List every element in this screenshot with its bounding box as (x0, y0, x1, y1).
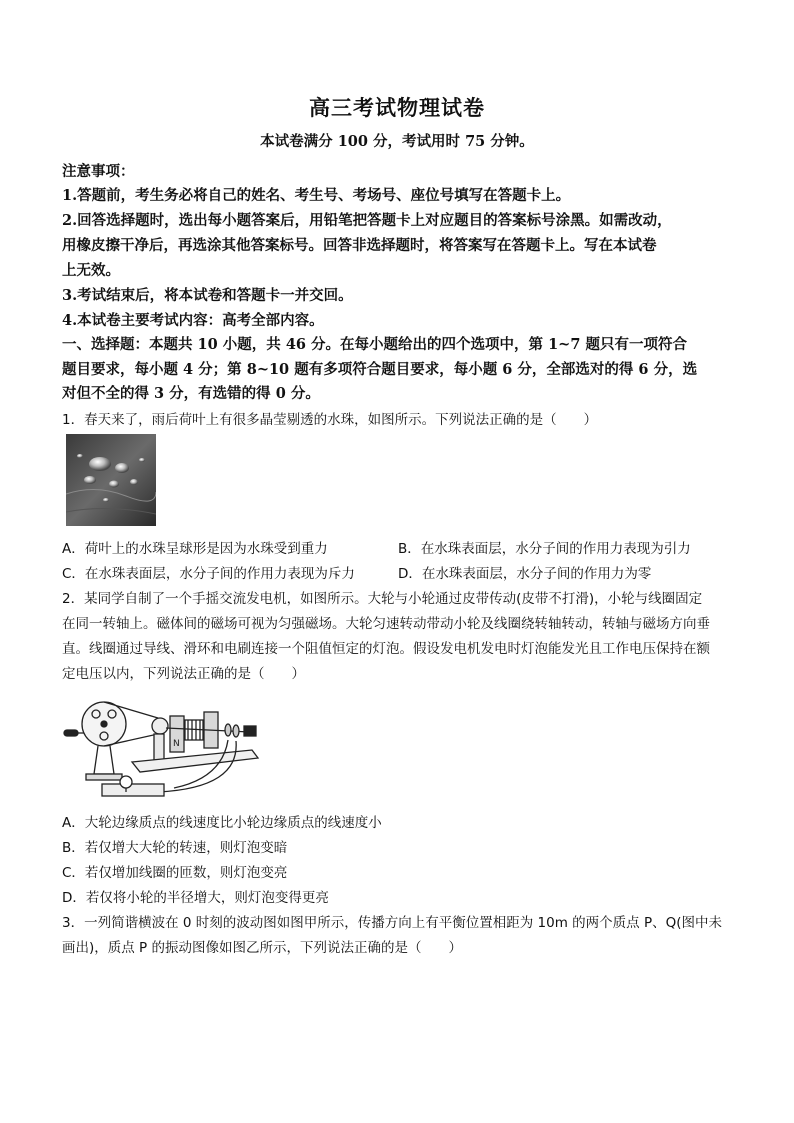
question-3-stem-1: 3．一列简谐横波在 0 时刻的波动图如图甲所示，传播方向上有平衡位置相距为 10m 的两个质点 P、Q(图中未 (62, 915, 722, 931)
note-line-5: 3.考试结束后，将本试卷和答题卡一并交回。 (62, 287, 353, 304)
lotus-leaf-droplets-image (66, 434, 156, 526)
page-subtitle: 本试卷满分 100 分，考试用时 75 分钟。 (260, 133, 534, 150)
q1-option-b[interactable]: B．在水珠表面层，水分子间的作用力表现为引力 (398, 541, 691, 557)
q1-option-d[interactable]: D．在水珠表面层，水分子间的作用力为零 (398, 566, 652, 582)
note-line-2: 2.回答选择题时，选出每小题答案后，用铅笔把答题卡上对应题目的答案标号涂黑。如需改动， (62, 212, 672, 229)
note-line-4: 上无效。 (62, 262, 120, 279)
question-2-stem-2: 在同一转轴上。磁体间的磁场可视为匀强磁场。大轮匀速转动带动小轮及线圈绕转轴转动，转轴与磁场方向垂 (62, 616, 710, 632)
question-3-stem-2: 画出)，质点 P 的振动图像如图乙所示，下列说法正确的是（ ） (62, 940, 462, 956)
section-instructions-3: 对但不全的得 3 分，有选错的得 0 分。 (62, 385, 320, 402)
q2-option-c[interactable]: C．若仅增加线圈的匝数，则灯泡变亮 (62, 865, 288, 881)
note-line-6: 4.本试卷主要考试内容：高考全部内容。 (62, 312, 324, 329)
q2-option-b[interactable]: B．若仅增大大轮的转速，则灯泡变暗 (62, 840, 288, 856)
notes-heading: 注意事项： (62, 163, 135, 180)
q2-option-a[interactable]: A．大轮边缘质点的线速度比小轮边缘质点的线速度小 (62, 815, 382, 831)
hand-generator-diagram (62, 688, 272, 806)
question-2-stem-4: 定电压以内，下列说法正确的是（ ） (62, 666, 305, 682)
q1-option-a[interactable]: A．荷叶上的水珠呈球形是因为水珠受到重力 (62, 541, 328, 557)
question-2-stem-1: 2．某同学自制了一个手摇交流发电机，如图所示。大轮与小轮通过皮带传动(皮带不打滑)，小轮与线圈固定 (62, 591, 703, 607)
q2-option-d[interactable]: D．若仅将小轮的半径增大，则灯泡变得更亮 (62, 890, 329, 906)
question-1-stem: 1．春天来了，雨后荷叶上有很多晶莹剔透的水珠，如图所示。下列说法正确的是（ ） (62, 412, 598, 428)
section-instructions-2: 题目要求，每小题 4 分；第 8~10 题有多项符合题目要求，每小题 6 分，全部选对的得 6 分，选 (62, 361, 698, 378)
question-2-stem-3: 直。线圈通过导线、滑环和电刷连接一个阻值恒定的灯泡。假设发电机发电时灯泡能发光且工作电压保持在额 (62, 641, 710, 657)
section-instructions-1: 一、选择题：本题共 10 小题，共 46 分。在每小题给出的四个选项中，第 1~7 题只有一项符合 (62, 336, 687, 353)
q1-option-c[interactable]: C．在水珠表面层，水分子间的作用力表现为斥力 (62, 566, 355, 582)
note-line-3: 用橡皮擦干净后，再选涂其他答案标号。回答非选择题时，将答案写在答题卡上。写在本试卷 (62, 237, 657, 254)
note-line-1: 1.答题前，考生务必将自己的姓名、考生号、考场号、座位号填写在答题卡上。 (62, 187, 571, 204)
magnet-n-label: N (173, 739, 180, 749)
page-title: 高三考试物理试卷 (309, 95, 485, 120)
